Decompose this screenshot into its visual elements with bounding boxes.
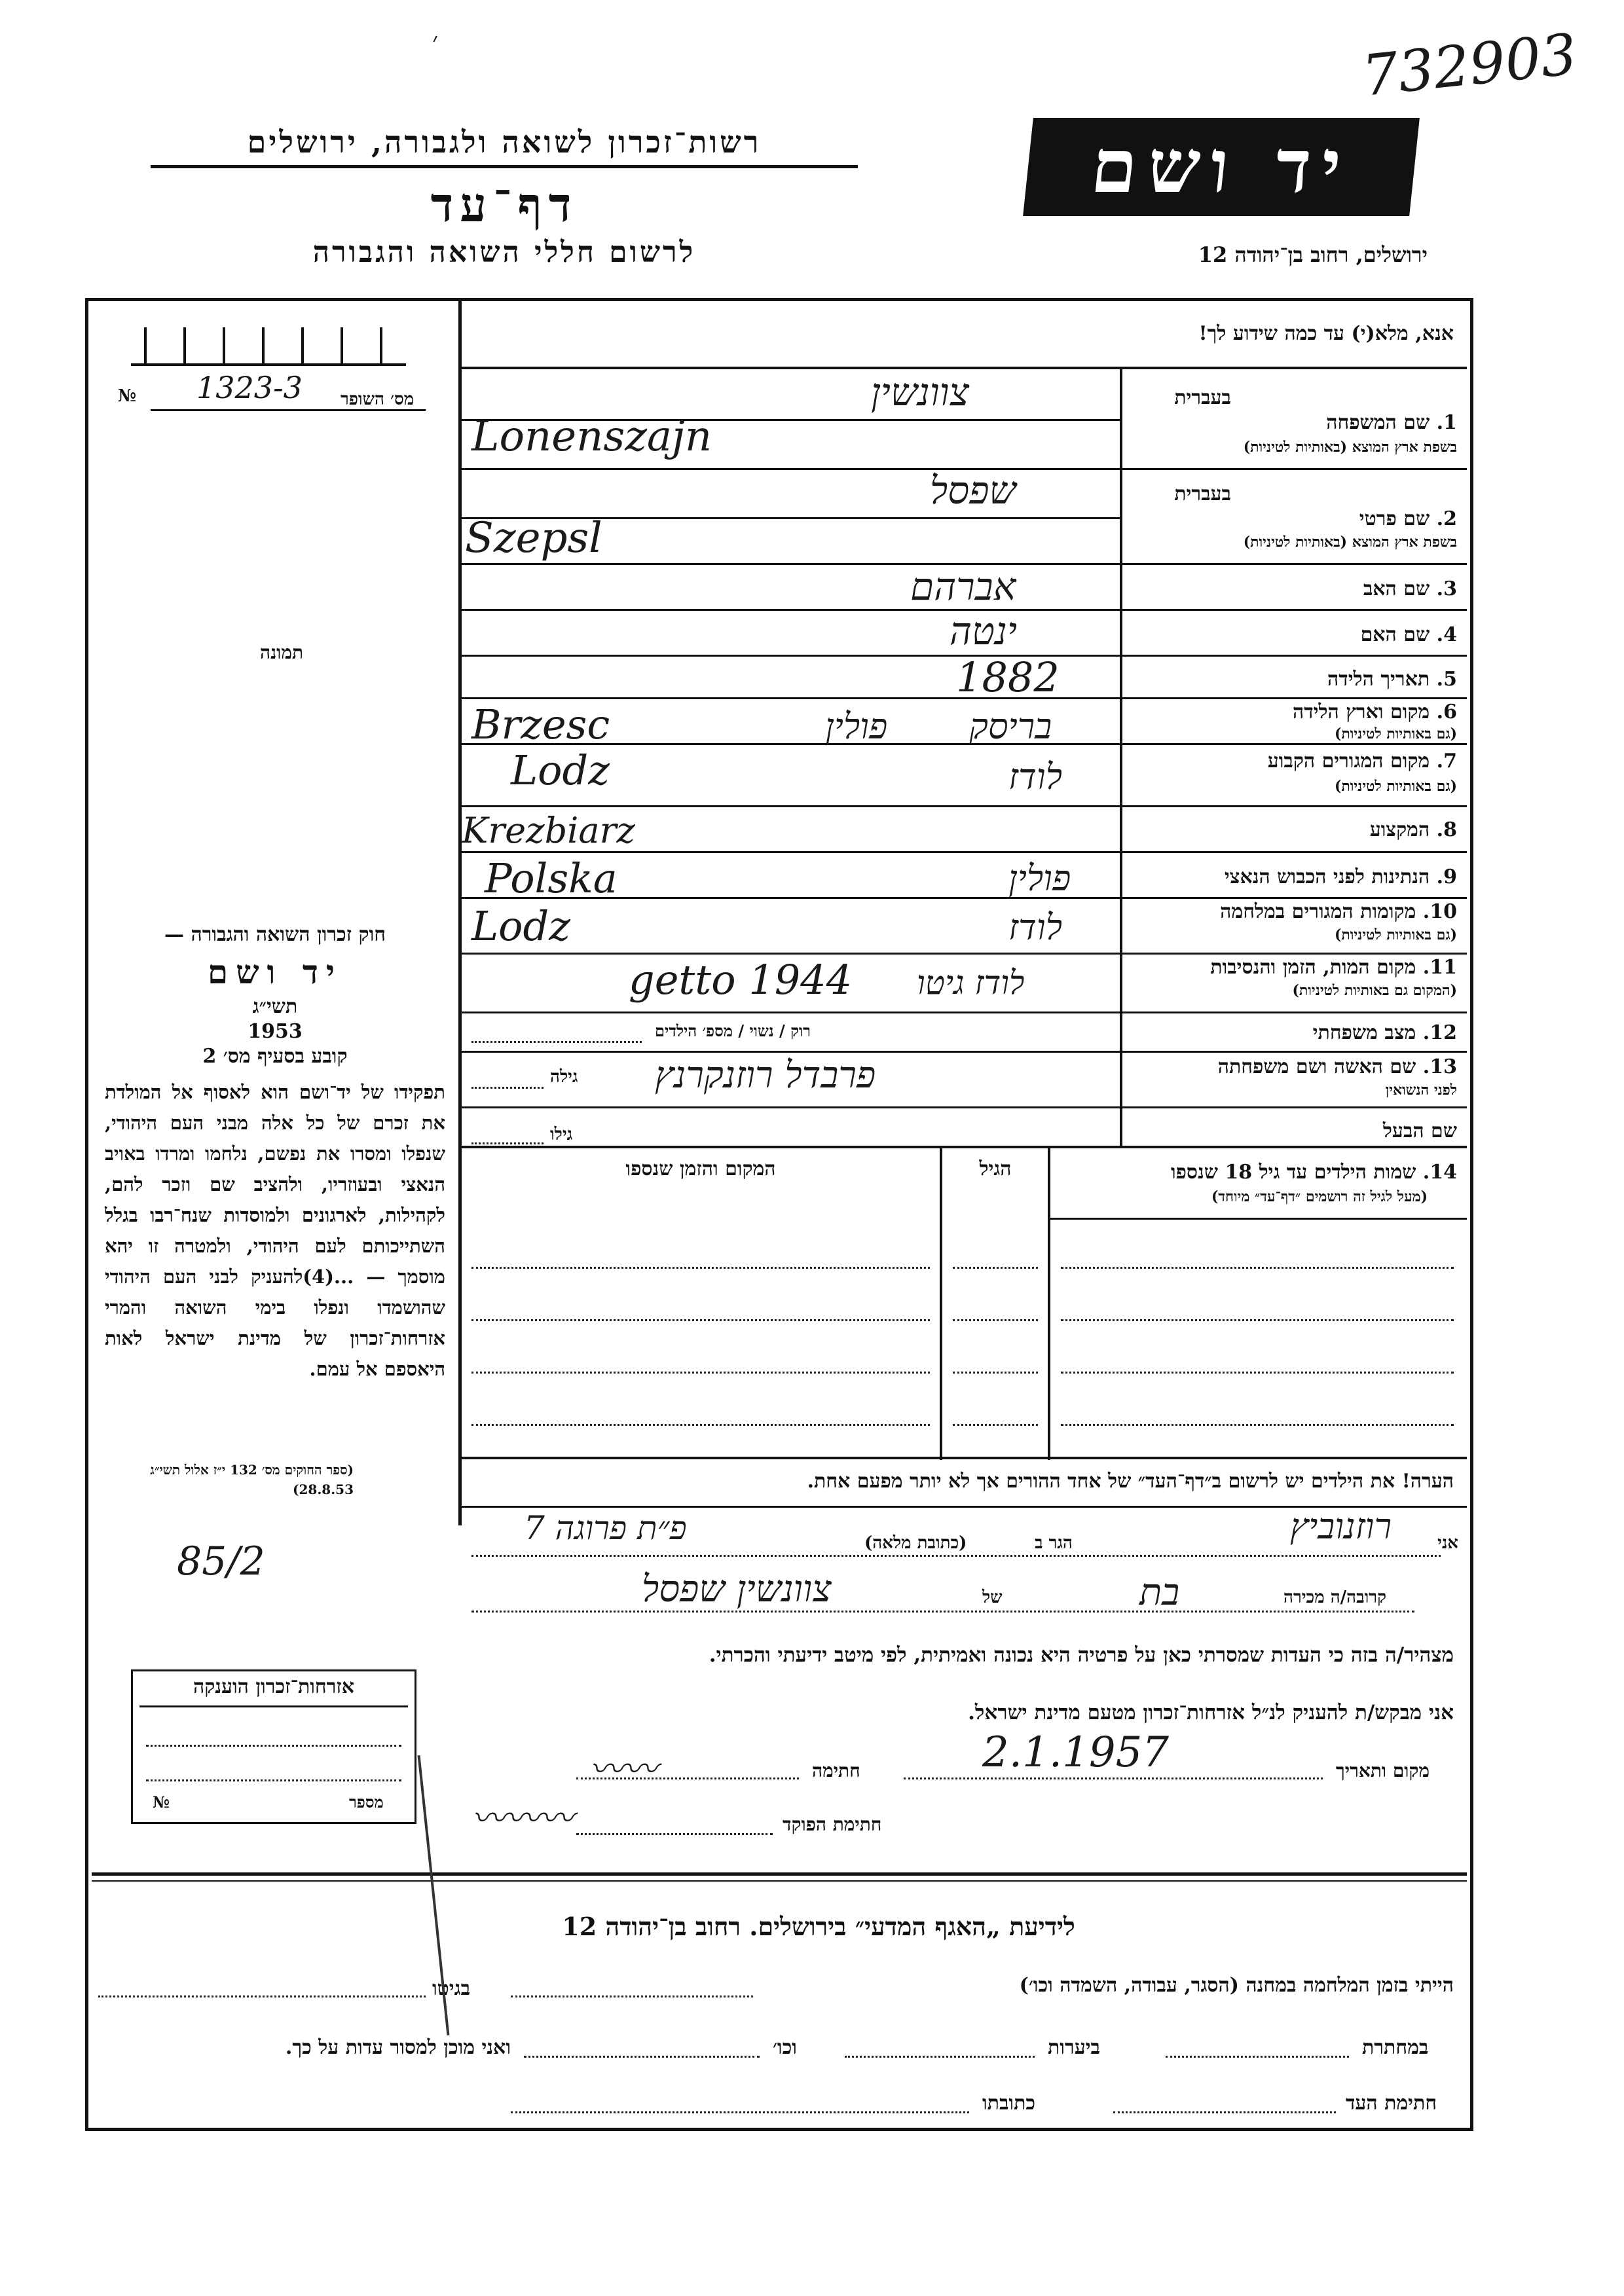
field-11-num: 11. bbox=[1422, 956, 1457, 979]
footer-line-1: הייתי בזמן המלחמה במחנה (הסגר, עבודה, השמדה וכו׳) bbox=[1019, 1974, 1454, 1997]
footer-title: לידיעת „האגף המדעי״ בירושלים. רחוב בן־יהודה 12 bbox=[562, 1912, 1075, 1941]
top-rule bbox=[458, 367, 1467, 369]
logo-text: יד ושם bbox=[1087, 124, 1356, 210]
stamp-number-label: מספר bbox=[349, 1793, 384, 1812]
children-bottom-rule bbox=[458, 1457, 1467, 1459]
footer-line-1-end: בגיטו bbox=[432, 1977, 471, 2000]
children-row-3a bbox=[1061, 1372, 1454, 1374]
field-13-label bbox=[1218, 1055, 1457, 1078]
field-10-latin: Lodz bbox=[471, 902, 570, 950]
law-gazette: (ספר החוקים מס׳ 132 י״ז אלול תשי״ג 28.8.53) bbox=[150, 1462, 354, 1497]
footer-line-1-dots-b bbox=[98, 1995, 426, 1997]
field-7-label bbox=[1268, 750, 1457, 773]
footer-ready: ואני מוכן למסור עדות על כך. bbox=[285, 2036, 511, 2059]
field-2-latin: Szepsl bbox=[465, 514, 602, 562]
row-rule-12 bbox=[458, 1051, 1467, 1053]
field-13-value: פרבדל רוזנקרנץ bbox=[655, 1054, 876, 1097]
side-note: 85/2 bbox=[177, 1539, 265, 1584]
field-13-num: 13. bbox=[1422, 1055, 1457, 1078]
field-9-latin: Polska bbox=[485, 854, 618, 902]
field-8-value: Krezbiarz bbox=[462, 810, 635, 851]
field-9-num: 9. bbox=[1436, 866, 1457, 888]
field-5-value: 1882 bbox=[956, 653, 1060, 701]
archive-number: 732903 bbox=[1359, 22, 1580, 109]
law-year: 1953 bbox=[248, 1020, 303, 1043]
photo-label: תמונה bbox=[259, 642, 304, 663]
field-3-name: שם האב bbox=[1363, 577, 1430, 600]
field-7-num: 7. bbox=[1436, 750, 1457, 773]
footer-rule-2 bbox=[92, 1880, 1467, 1882]
row-rule-14 bbox=[458, 1146, 1467, 1148]
field-8-num: 8. bbox=[1436, 818, 1457, 841]
date-value: 2.1.1957 bbox=[982, 1728, 1169, 1777]
field-4-label bbox=[1361, 623, 1457, 646]
form-title: דף־עד bbox=[430, 177, 578, 232]
field-6-city: בריסק bbox=[969, 706, 1052, 747]
footer-rule bbox=[92, 1872, 1467, 1876]
field-6-sub: (גם באותיות לטיניות) bbox=[1334, 725, 1457, 742]
field-11-name: מקום המות, הזמן והנסיבות bbox=[1210, 956, 1416, 979]
place-date-label: מקום ותאריך bbox=[1336, 1760, 1430, 1781]
footer-line-3-dots-a bbox=[1113, 2111, 1336, 2113]
field-12-dots bbox=[471, 1041, 642, 1043]
field-2-sub: בשפת ארץ המוצא (באותיות לטיניות) bbox=[1243, 534, 1457, 551]
officer-signature: 〰〰〰 bbox=[471, 1799, 574, 1838]
file-number-label: מס׳ השופר bbox=[341, 390, 415, 409]
in-hebrew-2: בעברית bbox=[1174, 483, 1231, 505]
row-rule-11 bbox=[458, 1011, 1467, 1013]
children-num: 14. bbox=[1422, 1161, 1457, 1184]
children-title-text: שמות הילדים עד גיל 18 שנספו bbox=[1170, 1161, 1416, 1184]
children-row-2c bbox=[471, 1319, 930, 1321]
field-13-name: שם האשה ושם משפחתה bbox=[1217, 1055, 1416, 1078]
footer-line-3-dots-b bbox=[511, 2111, 969, 2113]
signature-mark: 〰〰 bbox=[589, 1750, 658, 1789]
field-1-num: 1. bbox=[1436, 411, 1457, 434]
of-value: צוונשין שפסל bbox=[642, 1568, 832, 1611]
children-row-4a bbox=[1061, 1424, 1454, 1426]
declarant-address: פ״ת פרוגה 7 bbox=[524, 1509, 687, 1547]
date-line bbox=[904, 1777, 1323, 1779]
law-year-heb: תשי״ג bbox=[252, 995, 298, 1018]
wife-age-label: גילה bbox=[550, 1067, 578, 1087]
field-10-hebrew: לודז bbox=[1008, 907, 1063, 948]
children-subtitle: (מעל לגיל זה רושמים ״דף־עד״ מיוחד) bbox=[1211, 1188, 1428, 1205]
request-text: אני מבקש/ת להעניק לנ״ל אזרחות־זכרון מטעם מדינת ישראל. bbox=[968, 1701, 1454, 1724]
children-row-1b bbox=[953, 1267, 1038, 1269]
header-rule bbox=[151, 165, 858, 168]
declarant-line-2 bbox=[471, 1611, 1414, 1613]
in-hebrew-1: בעברית bbox=[1174, 386, 1231, 409]
field-3-label bbox=[1363, 577, 1457, 600]
husband-age-label: גילו bbox=[550, 1125, 573, 1144]
footer-line-2-dots-c bbox=[524, 2056, 760, 2058]
field-6-num: 6. bbox=[1436, 701, 1457, 723]
relation-value: בת bbox=[1139, 1571, 1180, 1614]
form-subtitle: לרשום חללי השואה והגבורה bbox=[312, 236, 696, 269]
children-row-3b bbox=[953, 1372, 1038, 1374]
row-rule-10 bbox=[458, 953, 1467, 955]
field-10-label bbox=[1220, 900, 1457, 923]
field-2-num: 2. bbox=[1436, 507, 1457, 530]
field-11-hebrew: לודז גיטו bbox=[917, 964, 1025, 1002]
header-address: ירושלים, רחוב בן־יהודה 12 bbox=[1198, 242, 1428, 267]
children-note: הערה! את הילדים יש לרשום ב״דף־העד״ של אחד ההורים אך לא יותר מפעם אחת. bbox=[807, 1470, 1454, 1493]
children-col-2 bbox=[940, 1146, 942, 1460]
field-1-name: שם המשפחה bbox=[1326, 411, 1430, 434]
barcode-boxes bbox=[92, 308, 458, 367]
law-text: תפקידו של יד־ושם הוא לאסוף אל המולדת את זכרם של כל אלה מבני העם היהודי, שנפלו ומסרו את נפשם, נלחמו ומרדו באויב הנאצי ובעוזריו, ולהציב שם וזכר להם, לקהילות, לארגונים ולמוסדות שנח־רבו בגלל השתייכותם לעם היהודי, ולמטרה זו יהא מוסמך — ...(4)להעניק לבני העם היהודי שהושמדו ונפלו בימי השואה והמרי אזרחות־זכרון של מדינת ישראל לאות היאספם אל עמם. bbox=[105, 1081, 445, 1380]
field-9-hebrew: פולין bbox=[1008, 858, 1071, 899]
field-6-country: פולין bbox=[825, 706, 888, 747]
children-col-1 bbox=[1048, 1146, 1050, 1460]
field-3-value: אברהם bbox=[910, 564, 1016, 609]
children-header-rule bbox=[1048, 1218, 1467, 1220]
footer-line-2-dots-b bbox=[845, 2056, 1035, 2058]
declarant-gar-label: הגר ב bbox=[1035, 1533, 1073, 1553]
field-11-label bbox=[1210, 956, 1457, 979]
children-row-1c bbox=[471, 1267, 930, 1269]
field-6-label bbox=[1293, 701, 1457, 723]
field-2-hebrew: שפסל bbox=[930, 468, 1016, 513]
officer-line bbox=[576, 1833, 773, 1835]
law-name: יד ושם bbox=[208, 953, 342, 991]
children-age-header: הגיל bbox=[979, 1157, 1012, 1180]
field-2-label bbox=[1359, 507, 1457, 530]
field-4-num: 4. bbox=[1436, 623, 1457, 646]
field-3-num: 3. bbox=[1436, 577, 1457, 600]
declaration-text: מצהיר/ה בזה כי העדות שמסרתי כאן על פרטיה היא נכונה ואמיתית, לפי מיטב ידיעתי והכרתי. bbox=[709, 1643, 1454, 1667]
field-8-name: המקצוע bbox=[1369, 818, 1430, 841]
husband-label: שם הבעל bbox=[1382, 1120, 1457, 1142]
field-10-num: 10. bbox=[1422, 900, 1457, 923]
declarant-address-hint: (כתובת מלאה) bbox=[864, 1533, 967, 1553]
field-1-label bbox=[1326, 411, 1457, 434]
field-12-name: מצב משפחתי bbox=[1312, 1021, 1416, 1044]
field-6-latin: Brzesc bbox=[471, 701, 610, 748]
stamp-box bbox=[131, 1669, 416, 1824]
field-7-sub: (גם באותיות לטיניות) bbox=[1334, 778, 1457, 795]
field-6-name: מקום וארץ הלידה bbox=[1292, 701, 1430, 723]
file-number-value: 1323-3 bbox=[196, 370, 303, 405]
declarant-name: רוזנוביץ bbox=[1290, 1506, 1392, 1547]
declarant-ani: אני bbox=[1437, 1533, 1458, 1553]
field-11-latin: getto 1944 bbox=[629, 956, 853, 1004]
declarant-line-1 bbox=[471, 1555, 1441, 1557]
intro-text: אנא, מלא(י) עד כמה שידוע לך! bbox=[1198, 322, 1454, 345]
footer-line-2-dots-a bbox=[1166, 2056, 1349, 2058]
field-4-value: ינטה bbox=[950, 609, 1018, 653]
footer-forests: ביערות bbox=[1048, 2036, 1101, 2059]
field-1-latin: Lonenszajn bbox=[471, 412, 712, 461]
field-5-num: 5. bbox=[1436, 668, 1457, 691]
wife-age-dots bbox=[471, 1087, 544, 1089]
of-label: של bbox=[982, 1588, 1003, 1607]
law-clause: קובע בסעיף מס׳ 2 bbox=[202, 1045, 348, 1068]
stamp-title: אזרחות־זכרון הוענקה bbox=[193, 1675, 355, 1698]
row-rule-8 bbox=[458, 851, 1467, 853]
children-row-2a bbox=[1061, 1319, 1454, 1321]
field-9-label bbox=[1225, 866, 1457, 888]
footer-underground: במחתרת bbox=[1362, 2036, 1429, 2059]
field-10-name: מקומות המגורים במלחמה bbox=[1220, 900, 1416, 923]
field-1-hebrew: צוונשין bbox=[871, 370, 969, 414]
footer-witness-signature: חתימת העד bbox=[1346, 2092, 1437, 2115]
field-11-sub: (המקום גם באותיות לטיניות) bbox=[1292, 982, 1457, 999]
field-12-label bbox=[1313, 1021, 1457, 1044]
children-title bbox=[1171, 1161, 1457, 1184]
field-8-label bbox=[1370, 818, 1457, 841]
officer-label: חתימת הפוקד bbox=[783, 1813, 882, 1835]
labels-divider bbox=[1120, 367, 1122, 1146]
children-row-1a bbox=[1061, 1267, 1454, 1269]
children-row-2b bbox=[953, 1319, 1038, 1321]
field-4-name: שם האם bbox=[1360, 623, 1430, 646]
field-1-sub: בשפת ארץ המוצא (באותיות לטיניות) bbox=[1243, 439, 1457, 456]
field-10-sub: (גם באותיות לטיניות) bbox=[1334, 926, 1457, 943]
law-title: חוק זכרון השואה והגבורה — bbox=[164, 923, 386, 946]
field-7-name: מקום המגורים הקבוע bbox=[1267, 750, 1430, 773]
stamp-no: № bbox=[153, 1793, 170, 1812]
institution-name: רשות־זכרון לשואה ולגבורה, ירושלים bbox=[247, 124, 762, 160]
field-2-name: שם פרטי bbox=[1359, 507, 1430, 530]
field-7-hebrew: לודז bbox=[1008, 756, 1063, 797]
top-mark: ׳ bbox=[432, 27, 439, 57]
signature-label: חתימה bbox=[812, 1760, 860, 1781]
field-5-label bbox=[1327, 668, 1457, 691]
yad-vashem-logo bbox=[1023, 118, 1420, 216]
row-rule-7 bbox=[458, 805, 1467, 807]
children-row-4c bbox=[471, 1424, 930, 1426]
row-rule-13 bbox=[458, 1106, 1467, 1108]
children-place-header: המקום והזמן שנספו bbox=[625, 1157, 776, 1180]
file-number-rule bbox=[151, 409, 426, 411]
field-7-latin: Lodz bbox=[511, 746, 610, 794]
footer-line-1-dots bbox=[511, 1995, 753, 1997]
field-12-options: רוק / נשוי / מספ׳ הילדים bbox=[655, 1021, 811, 1040]
relation-label: קרובה/ה מכירה bbox=[1283, 1588, 1386, 1607]
field-9-name: הנתינות לפני הכבוש הנאצי bbox=[1224, 866, 1430, 888]
footer-etc: וכו׳ bbox=[773, 2036, 797, 2059]
footer-address: כתובתו bbox=[982, 2092, 1036, 2115]
file-number-prefix: № bbox=[118, 386, 137, 406]
field-13-sub: לפני הנשואין bbox=[1385, 1082, 1457, 1099]
children-row-3c bbox=[471, 1372, 930, 1374]
field-5-name: תאריך הלידה bbox=[1327, 668, 1430, 691]
field-12-num: 12. bbox=[1422, 1021, 1457, 1044]
children-row-4b bbox=[953, 1424, 1038, 1426]
husband-age-dots bbox=[471, 1142, 544, 1144]
